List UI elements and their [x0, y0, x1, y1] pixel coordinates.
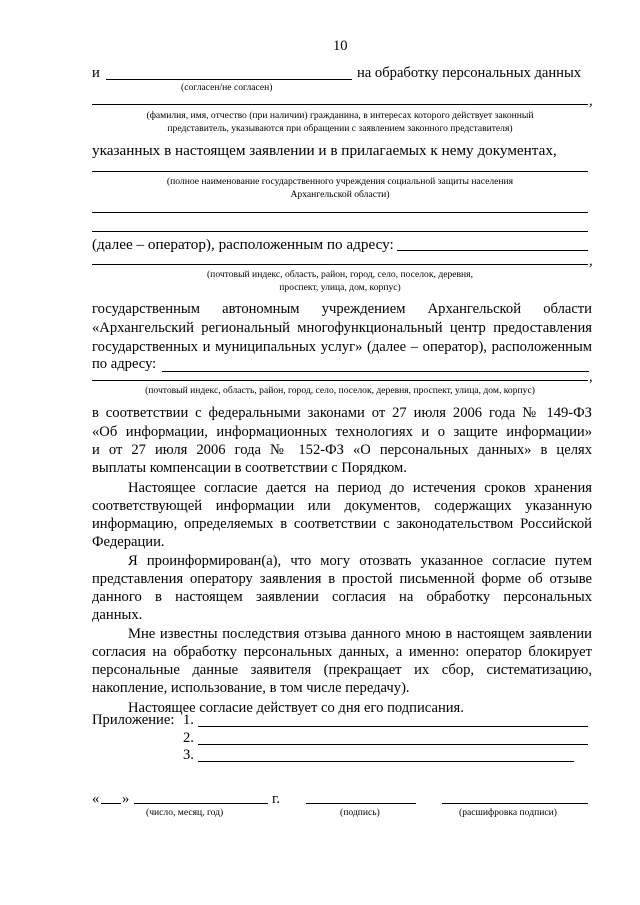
- mfc-line-2: «Архангельский региональный многофункциональный центр предоставления: [92, 320, 592, 336]
- p3-line-3: данного в настоящем заявлении согласия на обработку персональных: [92, 589, 592, 605]
- address-comma: ,: [589, 253, 593, 269]
- attachment-num-3: 3.: [183, 747, 194, 763]
- p2-line-1: Настоящее согласие дается на период до истечения сроков хранения: [128, 480, 592, 496]
- consent-conj: и: [92, 65, 100, 81]
- signature-caption: (подпись): [340, 807, 380, 818]
- person-name-field[interactable]: [92, 104, 588, 105]
- docs-line: указанных в настоящем заявлении и в прилагаемых к нему документах,: [92, 142, 557, 159]
- date-year-suffix: г.: [272, 791, 280, 807]
- p5-line: Настоящее согласие действует со дня его подписания.: [128, 700, 464, 716]
- p3-line-4: данных.: [92, 607, 143, 623]
- institution-field-2[interactable]: [92, 212, 588, 213]
- mfc-line-3: государственных и муниципальных услуг» (далее – оператор), расположенным: [92, 339, 592, 355]
- address-caption-2: проспект, улица, дом, корпус): [279, 282, 401, 293]
- attachment-field-1[interactable]: [198, 726, 588, 727]
- attachment-num-2: 2.: [183, 730, 194, 746]
- attachment-field-2[interactable]: [198, 744, 588, 745]
- p1-line-4: выплаты компенсации в соответствии с Порядком.: [92, 460, 407, 476]
- decoding-caption: (расшифровка подписи): [459, 807, 557, 818]
- p3-line-1: Я проинформирован(а), что могу отозвать указанное согласие путем: [128, 553, 592, 569]
- signature-field[interactable]: [306, 803, 416, 804]
- mfc-address-field-2[interactable]: [92, 380, 588, 381]
- date-month-field[interactable]: [134, 803, 268, 804]
- p2-line-2: соответствующей информации или документов, содержащих указанную: [92, 498, 592, 514]
- operator-address-field-2[interactable]: [92, 264, 588, 265]
- p3-line-2: представления оператору заявления в простой письменной форме об отзыве: [92, 571, 592, 587]
- attachment-field-3[interactable]: [198, 761, 574, 762]
- p4-line-4: накопление, использование, в том числе передачу).: [92, 680, 410, 696]
- consent-choice-field[interactable]: [106, 79, 352, 80]
- signature-decoding-field[interactable]: [442, 803, 588, 804]
- p1-line-1: в соответствии с федеральными законами от 27 июля 2006 года № 149-ФЗ: [92, 405, 592, 421]
- page-number: 10: [333, 38, 348, 54]
- mfc-address-field[interactable]: [162, 371, 589, 372]
- mfc-address-comma: ,: [589, 369, 593, 385]
- date-caption: (число, месяц, год): [146, 807, 224, 818]
- address-caption-1: (почтовый индекс, область, район, город, село, поселок, деревня,: [206, 269, 473, 280]
- p4-line-1: Мне известны последствия отзыва данного мною в настоящем заявлении: [128, 626, 592, 642]
- mfc-address-caption: (почтовый индекс, область, район, город, село, поселок, деревня, проспект, улица, дом, корпус): [145, 385, 535, 396]
- institution-field-3[interactable]: [92, 231, 588, 232]
- attachment-num-1: 1.: [183, 712, 194, 728]
- person-comma: ,: [589, 93, 593, 109]
- institution-caption-2: Архангельской области): [290, 189, 390, 200]
- person-caption-1: (фамилия, имя, отчество (при наличии) гражданина, в интересах которого действует законный: [146, 110, 534, 121]
- date-quote-open: «: [92, 791, 100, 807]
- attachments-label: Приложение:: [92, 712, 175, 728]
- p2-line-3: информацию, определяемых в соответствии с законодательством Российской: [92, 516, 592, 532]
- p1-line-2: «Об информации, информационных технологиях и о защите информации»: [92, 424, 592, 440]
- p4-line-2: согласия на обработку персональных данных, а именно: оператор блокирует: [92, 644, 592, 660]
- person-caption-2: представитель, указываются при обращении с заявлением законного представителя): [167, 123, 513, 134]
- date-day-field[interactable]: [101, 803, 121, 804]
- choice-caption: (согласен/не согласен): [181, 82, 273, 93]
- operator-address-field[interactable]: [397, 250, 588, 251]
- p2-line-4: Федерации.: [92, 534, 165, 550]
- mfc-address-label: по адресу:: [92, 356, 157, 372]
- p1-line-3: и от 27 июля 2006 года № 152-ФЗ «О персональных данных» в целях: [92, 442, 592, 458]
- institution-caption-1: (полное наименование государственного учреждения социальной защиты населения: [166, 176, 514, 187]
- mfc-line-1: государственным автономным учреждением Архангельской области: [92, 301, 592, 317]
- consent-tail: на обработку персональных данных: [357, 65, 582, 81]
- date-quote-close: »: [122, 791, 130, 807]
- operator-line: (далее – оператор), расположенным по адресу:: [92, 236, 394, 253]
- institution-field[interactable]: [92, 171, 588, 172]
- p4-line-3: персональные данные заявителя (прекращает их сбор, систематизацию,: [92, 662, 592, 678]
